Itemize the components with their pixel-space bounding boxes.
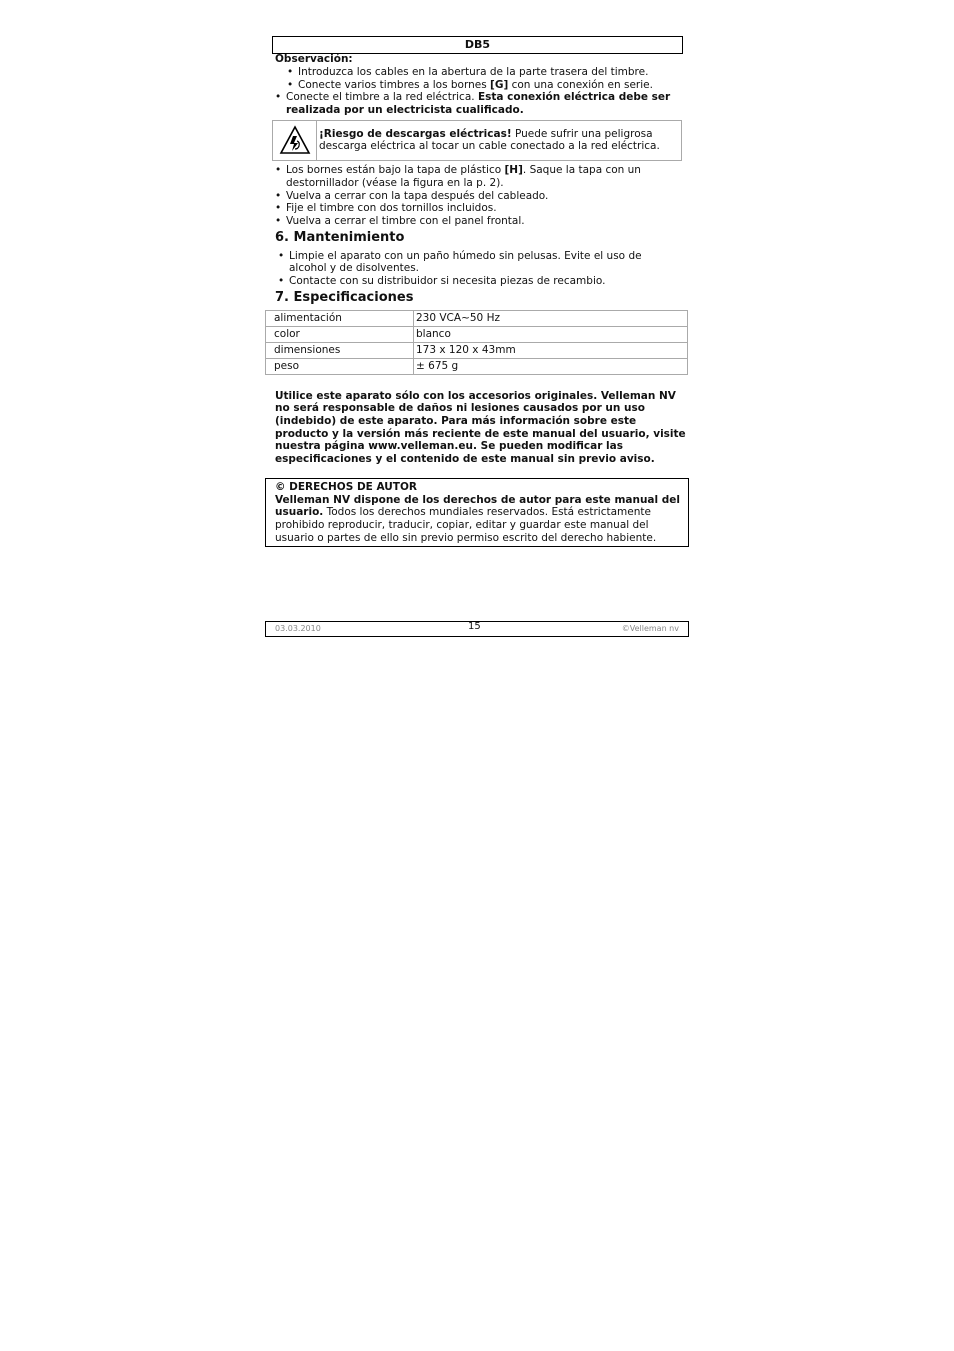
list-item-continuation: alcohol y de disolventes.: [289, 262, 420, 274]
warning-box: [272, 120, 682, 161]
list-item: • Contacte con su distribuidor si necesita piezas de recambio.: [289, 275, 605, 288]
table-row: [266, 311, 688, 327]
copyright-line: usuario o partes de ello sin previo permiso escrito del derecho habiente.: [275, 532, 657, 544]
footer-brand: ©Velleman nv: [621, 624, 679, 633]
list-item: • Conecte varios timbres a los bornes [G] con una conexión en serie.: [298, 79, 653, 92]
list-item: • Vuelva a cerrar el timbre con el panel frontal.: [286, 215, 525, 228]
warning-divider: [316, 121, 317, 160]
disclaimer-line: no será responsable de daños ni lesiones causados por un uso: [275, 402, 645, 414]
copyright-line: prohibido reproducir, traducir, copiar, editar y guardar este manual del: [275, 519, 649, 531]
observacion-label: Observación:: [275, 53, 353, 65]
list-item: • Conecte el timbre a la red eléctrica. Esta conexión eléctrica debe ser: [286, 91, 670, 104]
page-footer: [265, 621, 689, 637]
section-heading-mantenimiento: 6. Mantenimiento: [275, 230, 405, 245]
spec-value: ± 675 g: [414, 359, 688, 375]
list-item: • Vuelva a cerrar con la tapa después del cableado.: [286, 190, 548, 203]
warning-text: ¡Riesgo de descargas eléctricas! Puede sufrir una peligrosa: [319, 128, 653, 140]
list-item-continuation: realizada por un electricista cualificado.: [286, 104, 524, 116]
spec-value: 173 x 120 x 43mm: [414, 343, 688, 359]
copyright-line: usuario. Todos los derechos mundiales reservados. Está estrictamente: [275, 506, 651, 518]
disclaimer-line: producto y la versión más reciente de este manual del usuario, visite: [275, 428, 686, 440]
spec-key: dimensiones: [266, 343, 414, 359]
list-item: • Introduzca los cables en la abertura de la parte trasera del timbre.: [298, 66, 648, 79]
copyright-box: [265, 478, 689, 547]
footer-date: 03.03.2010: [275, 624, 321, 633]
spec-value: 230 VCA~50 Hz: [414, 311, 688, 327]
disclaimer-line: (indebido) de este aparato. Para más información sobre este: [275, 415, 637, 427]
list-item: • Limpie el aparato con un paño húmedo sin pelusas. Evite el uso de: [289, 250, 642, 263]
spec-value: blanco: [414, 327, 688, 343]
specifications-table: [265, 310, 688, 375]
electric-shock-warning-icon: [279, 125, 311, 155]
table-row: [266, 327, 688, 343]
warning-text-line2: descarga eléctrica al tocar un cable conectado a la red eléctrica.: [319, 140, 660, 152]
copyright-title: © DERECHOS DE AUTOR: [275, 481, 417, 493]
disclaimer-line: nuestra página www.velleman.eu. Se pueden modificar las: [275, 440, 623, 452]
copyright-line: Velleman NV dispone de los derechos de autor para este manual del: [275, 494, 680, 506]
list-item: • Los bornes están bajo la tapa de plástico [H]. Saque la tapa con un: [286, 164, 641, 177]
section-heading-especificaciones: 7. Especificaciones: [275, 290, 414, 305]
table-row: [266, 359, 688, 375]
list-item-continuation: destornillador (véase la figura en la p. 2).: [286, 177, 504, 189]
disclaimer-line: Utilice este aparato sólo con los accesorios originales. Velleman NV: [275, 390, 676, 402]
spec-key: color: [266, 327, 414, 343]
header-title: DB5: [272, 36, 683, 54]
spec-key: peso: [266, 359, 414, 375]
page-number: 15: [468, 621, 481, 632]
spec-key: alimentación: [266, 311, 414, 327]
table-row: [266, 343, 688, 359]
list-item: • Fije el timbre con dos tornillos incluidos.: [286, 202, 497, 215]
disclaimer-line: especificaciones y el contenido de este manual sin previo aviso.: [275, 453, 655, 465]
